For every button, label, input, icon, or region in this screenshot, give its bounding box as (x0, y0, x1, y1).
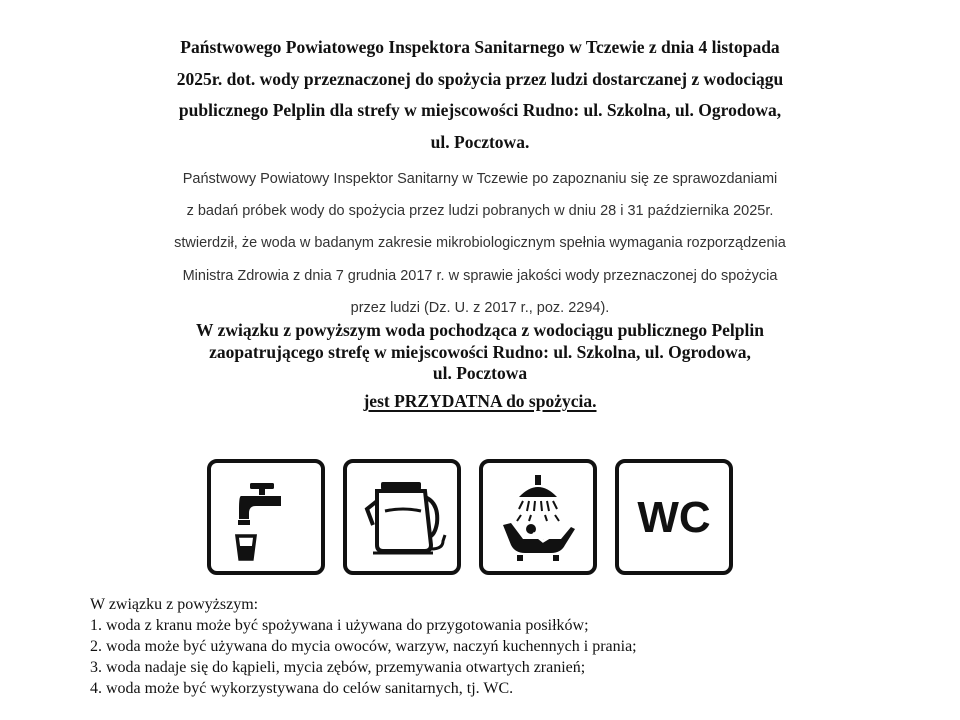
title-line: 2025r. dot. wody przeznaczonej do spożycia przez ludzi dostarczanej z wodociągu (176, 68, 784, 89)
title-line: ul. Pocztowa. (430, 131, 530, 152)
usage-item: 1. woda z kranu może być spożywana i używana do przygotowania posiłków; (90, 617, 589, 634)
document-title (90, 32, 870, 158)
conclusion-line: ul. Pocztowa (432, 363, 528, 383)
pictogram-row (207, 459, 737, 584)
verdict (90, 390, 870, 412)
kettle-icon (343, 459, 461, 575)
verdict-text: jest PRZYDATNA do spożycia. (363, 391, 597, 411)
usage-list (90, 594, 810, 699)
usage-item: 4. woda może być wykorzystywana do celów sanitarnych, tj. WC. (90, 680, 514, 697)
conclusion-line: W związku z powyższym woda pochodząca z wodociągu publicznego Pelplin (196, 320, 764, 340)
body-line: z badań próbek wody do spożycia przez ludzi pobranych w dniu 28 i 31 października 2025r. (186, 203, 774, 220)
title-line: publicznego Pelplin dla strefy w miejscowości Rudno: ul. Szkolna, ul. Ogrodowa, (178, 100, 782, 120)
tap-glass-icon (207, 459, 325, 575)
body-line: stwierdził, że woda w badanym zakresie mikrobiologicznym spełnia wymagania rozporządzenia (174, 235, 786, 252)
conclusion-paragraph (90, 320, 870, 385)
body-line: Ministra Zdrowia z dnia 7 grudnia 2017 r. w sprawie jakości wody przeznaczonej do spożycia (182, 267, 778, 284)
shower-bath-icon (479, 459, 597, 575)
usage-item: 2. woda może być używana do mycia owoców, warzyw, naczyń kuchennych i prania; (90, 638, 637, 655)
body-paragraph (80, 163, 880, 324)
title-line: Państwowego Powiatowego Inspektora Sanitarnego w Tczewie z dnia 4 listopada (180, 37, 780, 57)
usage-item: 3. woda nadaje się do kąpieli, mycia zębów, przemywania otwartych zranień; (90, 659, 586, 676)
conclusion-line: zaopatrującego strefę w miejscowości Rudno: ul. Szkolna, ul. Ogrodowa, (209, 341, 751, 362)
body-line: przez ludzi (Dz. U. z 2017 r., poz. 2294). (350, 299, 610, 316)
wc-icon (615, 459, 733, 575)
wc-label: WC (637, 493, 711, 542)
body-line: Państwowy Powiatowy Inspektor Sanitarny w Tczewie po zapoznaniu się ze sprawozdaniami (182, 171, 778, 187)
usage-intro: W związku z powyższym: (90, 596, 259, 613)
